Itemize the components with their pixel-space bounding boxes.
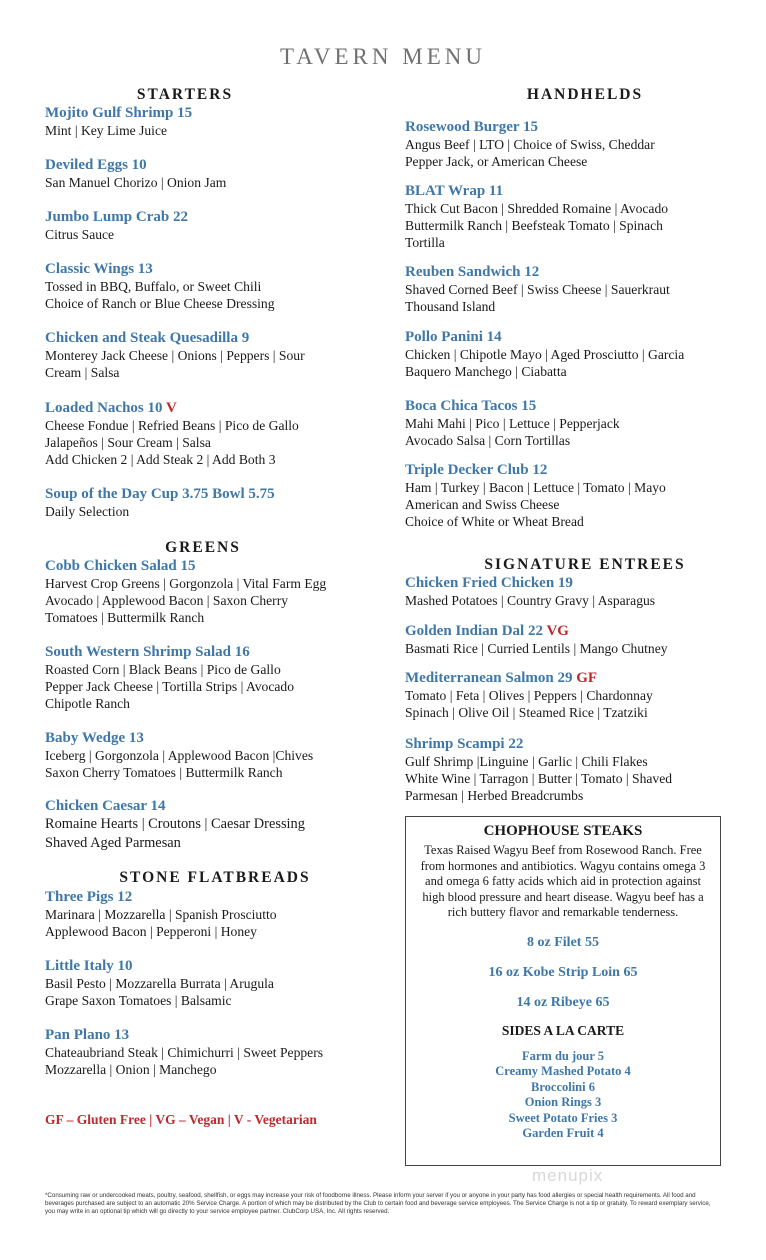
item-name: Reuben Sandwich 12	[405, 264, 540, 280]
item-desc: Tomato | Feta | Olives | Peppers | Chardonnay Spinach | Olive Oil | Steamed Rice | Tzatziki	[405, 688, 653, 720]
item-desc: Basmati Rice | Curried Lentils | Mango Chutney	[405, 641, 668, 656]
steak-item: 8 oz Filet 55	[527, 934, 599, 950]
menu-item	[405, 669, 653, 721]
menu-item	[405, 574, 655, 609]
footer-disclaimer: *Consuming raw or undercooked meats, poultry, seafood, shellfish, or eggs may increase your risk of foodborne illness. Please inform your server if you or anyone in your party has food allergies or special health requirements. All food and beverages purchased are subject to an automatic 20% Service Charge. A portion of which may be distributed by the Club to certain food and beverage service employees. The Service Charge is not a tip or gratuity. To reward exemplary service, you may write in an optional tip which will go directly to your service employee partner. ClubCorp USA, Inc. All rights reserved.	[45, 1192, 711, 1215]
item-name: Chicken Fried Chicken 19	[405, 575, 573, 591]
dietary-legend: GF – Gluten Free | VG – Vegan | V - Vegetarian	[45, 1112, 317, 1127]
menu-item	[45, 797, 305, 853]
item-name: Cobb Chicken Salad 15	[45, 558, 196, 574]
steak-item: 14 oz Ribeye 65	[516, 994, 610, 1010]
menu-item	[45, 1026, 323, 1078]
chophouse-box	[405, 816, 721, 1166]
item-desc: Cheese Fondue | Refried Beans | Pico de Gallo Jalapeños | Sour Cream | Salsa Add Chicken 2 | Add Steak 2 | Add Both 3	[45, 418, 299, 467]
item-name: Shrimp Scampi 22	[405, 736, 524, 752]
item-name: South Western Shrimp Salad 16	[45, 644, 250, 660]
side-item: Farm du jour 5	[521, 1048, 605, 1063]
item-name: Pan Plano 13	[45, 1027, 130, 1043]
item-desc: Angus Beef | LTO | Choice of Swiss, Cheddar Pepper Jack, or American Cheese	[405, 137, 655, 169]
side-item: Broccolini 6	[530, 1079, 595, 1094]
menu-item	[45, 399, 299, 468]
item-desc: Mahi Mahi | Pico | Lettuce | Pepperjack Avocado Salsa | Corn Tortillas	[405, 416, 620, 448]
vegetarian-tag: V	[166, 400, 177, 416]
item-desc: Thick Cut Bacon | Shredded Romaine | Avocado Buttermilk Ranch | Beefsteak Tomato | Spinach Tortilla	[405, 201, 669, 250]
handhelds-heading: HANDHELDS	[526, 86, 644, 103]
item-name: Pollo Panini 14	[405, 329, 502, 345]
item-name: Chicken and Steak Quesadilla 9	[45, 330, 250, 346]
chophouse-desc: Texas Raised Wagyu Beef from Rosewood Ranch. Free from hormones and antibiotics. Wagyu contains omega 3 and omega 6 fatty acids which aid in protection against high blood pressure and heart disease. Wagyu beef has a rich buttery flavor and remarkable tenderness.	[420, 843, 706, 919]
item-desc: Marinara | Mozzarella | Spanish Prosciutto Applewood Bacon | Pepperoni | Honey	[45, 907, 277, 939]
item-desc: Shaved Corned Beef | Swiss Cheese | Sauerkraut Thousand Island	[405, 282, 670, 314]
menu-item	[405, 461, 666, 530]
item-desc: Mashed Potatoes | Country Gravy | Asparagus	[405, 593, 656, 608]
chophouse-heading: CHOPHOUSE STEAKS	[483, 823, 643, 839]
sides-heading: SIDES A LA CARTE	[501, 1022, 625, 1038]
item-name: Soup of the Day Cup 3.75 Bowl 5.75	[45, 486, 275, 502]
item-name: Deviled Eggs 10	[45, 157, 147, 173]
menu-item	[405, 397, 620, 449]
menu-item	[45, 643, 294, 712]
item-name	[45, 399, 299, 417]
item-name: BLAT Wrap 11	[405, 183, 504, 199]
watermark: menupix	[532, 1166, 604, 1185]
menu-item	[45, 888, 277, 940]
menu-item	[45, 208, 188, 243]
item-name: Three Pigs 12	[45, 889, 133, 905]
item-desc: Romaine Hearts | Croutons | Caesar Dressing Shaved Aged Parmesan	[45, 816, 305, 851]
entrees-heading: SIGNATURE ENTREES	[484, 556, 686, 573]
menu-item	[45, 260, 275, 312]
menu-item	[405, 263, 670, 315]
item-name: Rosewood Burger 15	[405, 119, 539, 135]
item-name: Chicken Caesar 14	[45, 798, 166, 814]
menu-title: TAVERN MENU	[280, 44, 486, 69]
item-name: Baby Wedge 13	[45, 730, 144, 746]
item-desc: Harvest Crop Greens | Gorgonzola | Vital Farm Egg Avocado | Applewood Bacon | Saxon Cherry Tomatoes | Buttermilk Ranch	[45, 576, 327, 625]
item-name-text: Loaded Nachos 10	[45, 400, 163, 416]
item-desc: Monterey Jack Cheese | Onions | Peppers | Sour Cream | Salsa	[45, 348, 305, 380]
item-desc: Mint | Key Lime Juice	[45, 123, 168, 138]
side-item: Creamy Mashed Potato 4	[495, 1064, 631, 1078]
menu-item	[405, 182, 668, 251]
sides-list	[406, 1049, 720, 1142]
item-name: Boca Chica Tacos 15	[405, 398, 537, 414]
item-desc: Iceberg | Gorgonzola | Applewood Bacon |Chives Saxon Cherry Tomatoes | Buttermilk Ranch	[45, 748, 314, 780]
menu-item	[45, 329, 305, 381]
item-desc: Tossed in BBQ, Buffalo, or Sweet Chili Choice of Ranch or Blue Cheese Dressing	[45, 279, 275, 311]
item-name-text: Golden Indian Dal 22	[405, 623, 543, 639]
item-name	[405, 669, 653, 687]
menu-item	[45, 485, 275, 520]
item-desc: Chateaubriand Steak | Chimichurri | Sweet Peppers Mozzarella | Onion | Manchego	[45, 1045, 324, 1077]
item-desc: Ham | Turkey | Bacon | Lettuce | Tomato | Mayo American and Swiss Cheese Choice of White or Wheat Bread	[405, 480, 666, 529]
side-item: Onion Rings 3	[524, 1095, 602, 1109]
item-name: Triple Decker Club 12	[405, 462, 548, 478]
gluten-free-tag: GF	[576, 670, 598, 686]
item-name: Mojito Gulf Shrimp 15	[45, 105, 193, 121]
item-name: Jumbo Lump Crab 22	[45, 209, 188, 225]
side-item: Garden Fruit 4	[522, 1126, 604, 1140]
item-desc: San Manuel Chorizo | Onion Jam	[45, 175, 227, 190]
item-name-text: Mediterranean Salmon 29	[405, 670, 573, 686]
greens-heading: GREENS	[165, 539, 241, 556]
item-desc: Daily Selection	[45, 504, 130, 519]
menu-item	[45, 957, 274, 1009]
steak-item: 16 oz Kobe Strip Loin 65	[488, 964, 638, 980]
item-desc: Chicken | Chipotle Mayo | Aged Prosciutto | Garcia Baquero Manchego | Ciabatta	[405, 347, 685, 379]
item-name: Classic Wings 13	[45, 261, 153, 277]
flatbreads-heading: STONE FLATBREADS	[119, 869, 311, 886]
menu-item	[45, 557, 326, 626]
item-desc: Citrus Sauce	[45, 227, 115, 242]
menu-item	[405, 328, 684, 380]
item-desc: Roasted Corn | Black Beans | Pico de Gallo Pepper Jack Cheese | Tortilla Strips | Avocado Chipotle Ranch	[45, 662, 295, 711]
vegan-tag: VG	[546, 623, 569, 639]
menu-item	[405, 118, 655, 170]
menu-item	[45, 156, 226, 191]
item-name: Little Italy 10	[45, 958, 133, 974]
starters-heading: STARTERS	[136, 86, 234, 103]
menu-item	[405, 622, 668, 657]
menu-item	[45, 104, 192, 139]
menu-item	[405, 735, 672, 804]
menu-item	[45, 729, 313, 781]
side-item: Sweet Potato Fries 3	[508, 1110, 618, 1125]
item-desc: Gulf Shrimp |Linguine | Garlic | Chili Flakes White Wine | Tarragon | Butter | Tomato | Shaved Parmesan | Herbed Breadcrumbs	[405, 754, 673, 803]
item-desc: Basil Pesto | Mozzarella Burrata | Arugula Grape Saxon Tomatoes | Balsamic	[45, 976, 274, 1008]
item-name	[405, 622, 668, 640]
